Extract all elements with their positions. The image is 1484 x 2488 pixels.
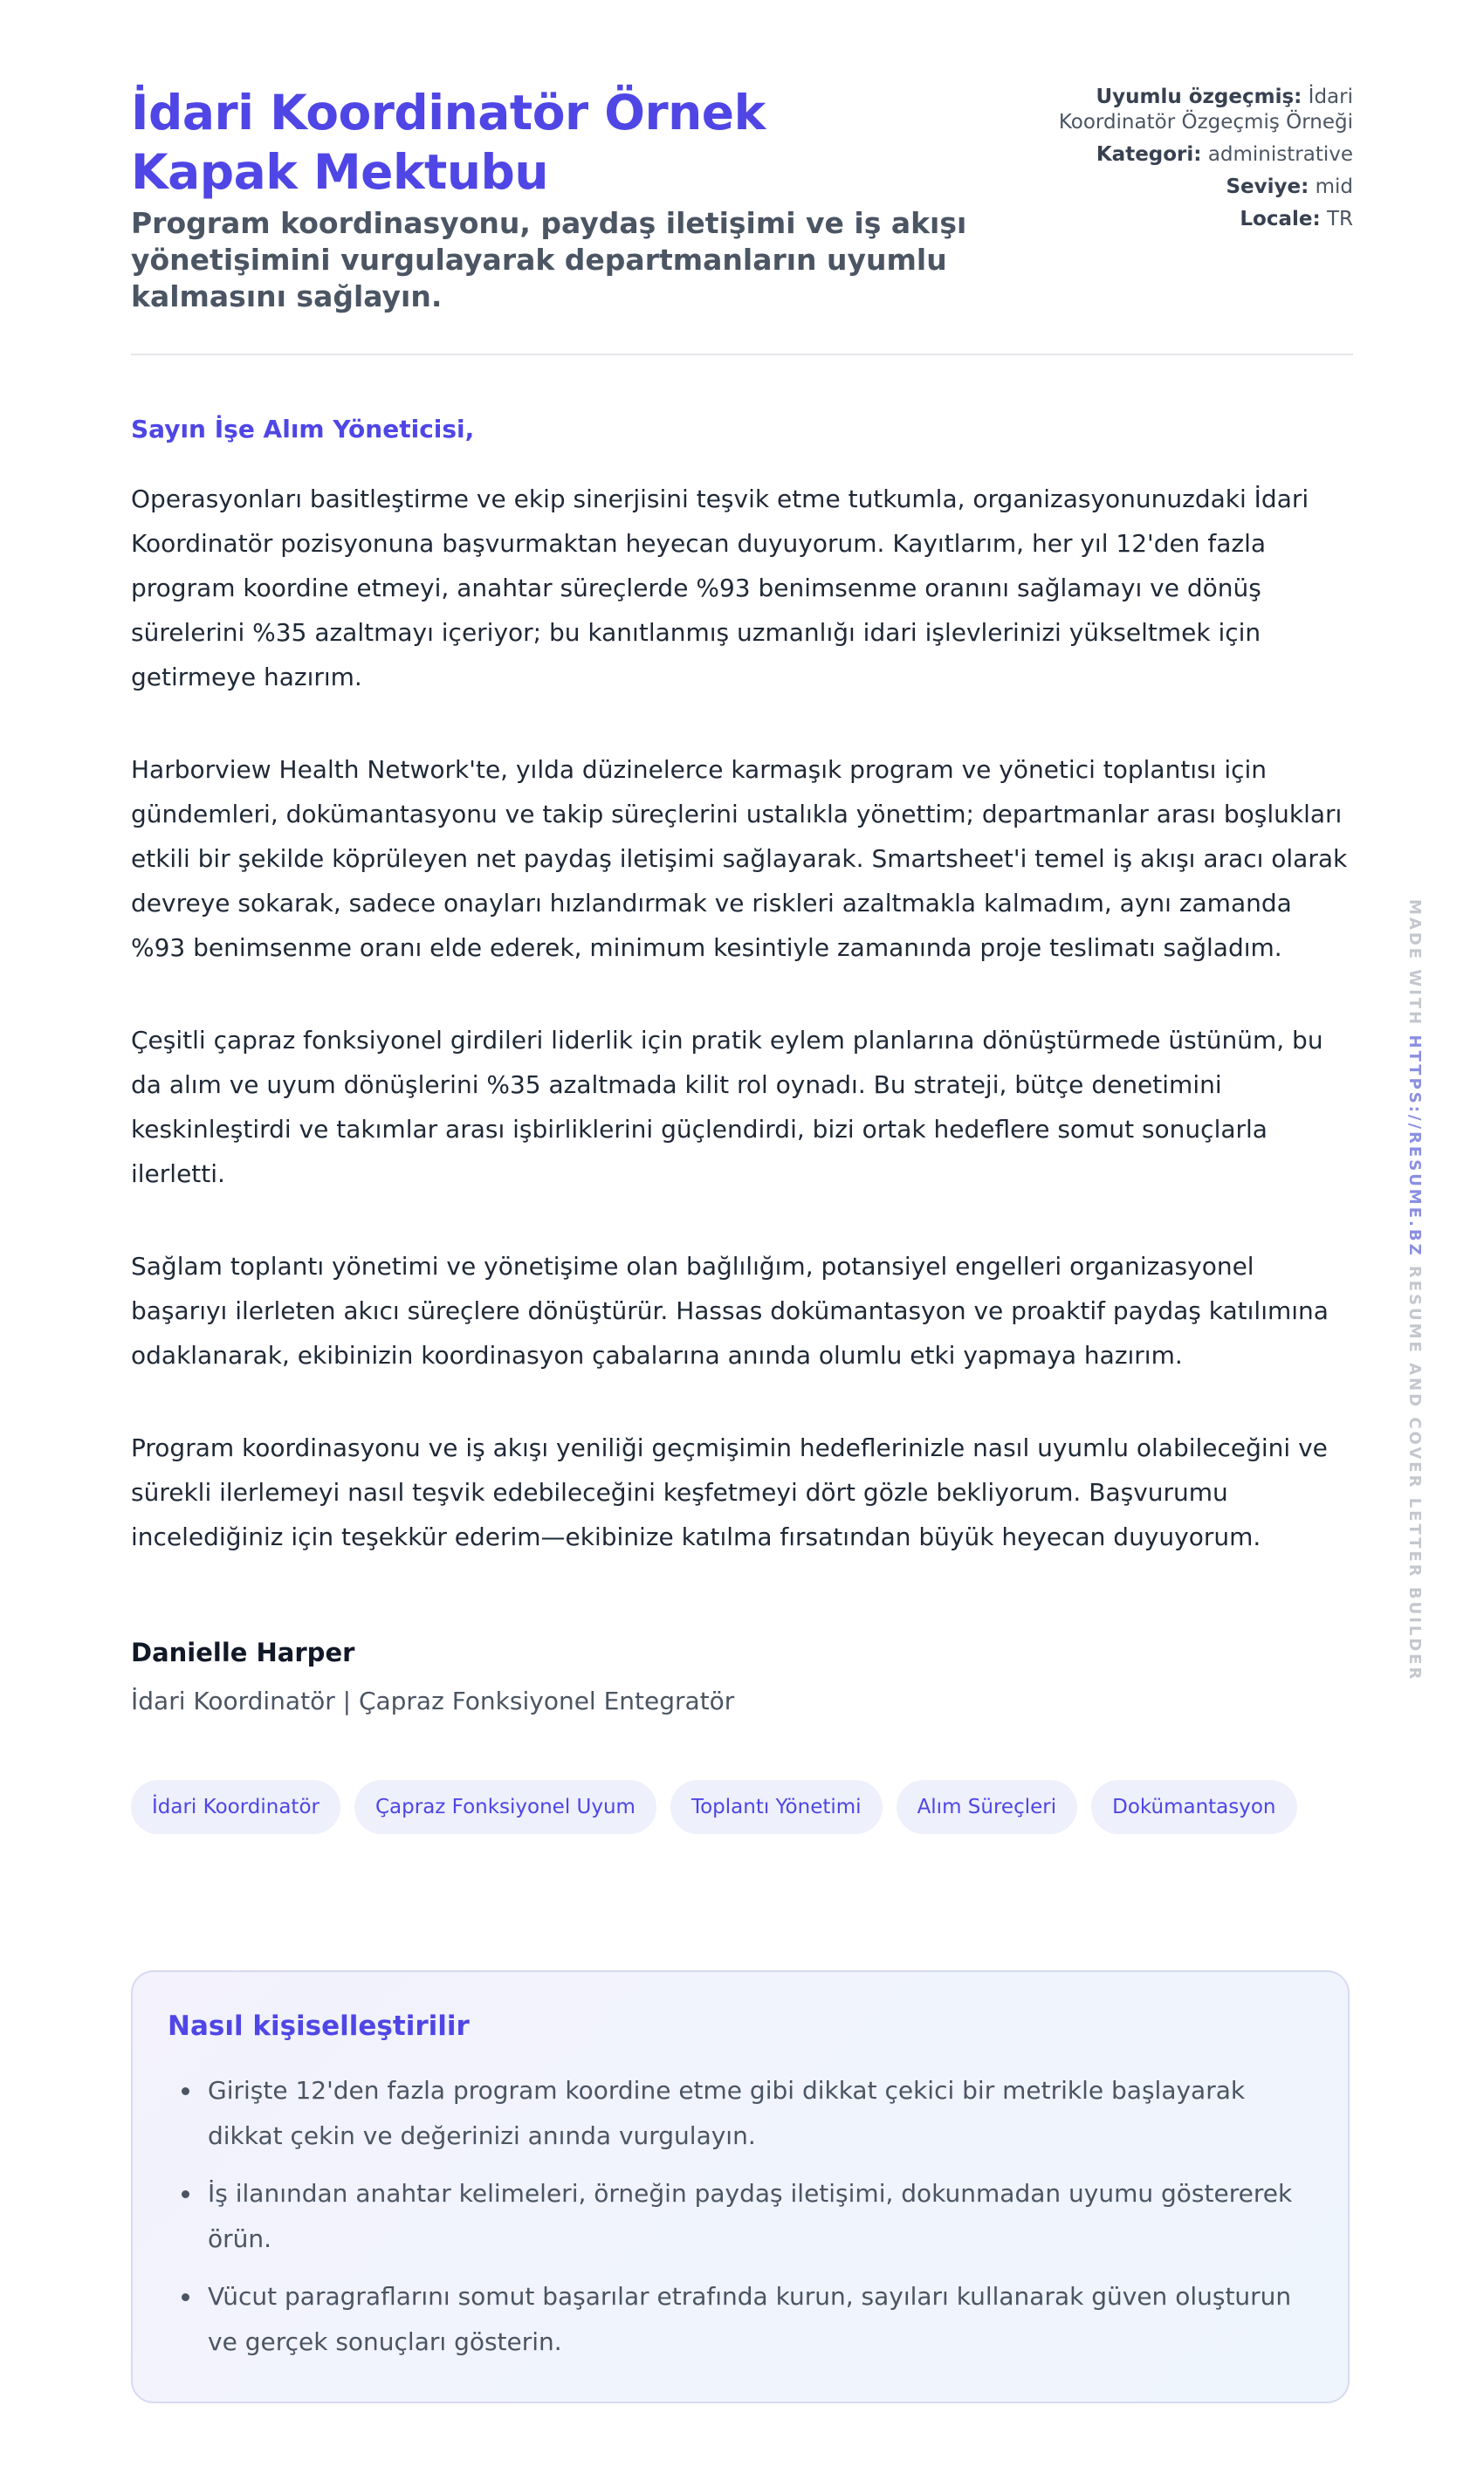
side-credit bbox=[1405, 899, 1424, 1681]
signature-block bbox=[131, 1638, 1353, 1715]
cover-letter-page bbox=[131, 0, 1353, 2356]
page-subtitle: Program koordinasyonu, paydaş iletişimi ve iş akışı yönetişimini vurgulayarak departmanların uyumlu kalmasını sağlayın. bbox=[131, 206, 967, 313]
tip-item: • İş ilanından anahtar kelimeleri, örneğin paydaş iletişimi, dokunmadan uyumu göstererek örün. bbox=[203, 2171, 1313, 2262]
meta-value: TR bbox=[1326, 208, 1353, 230]
meta-key: Uyumlu özgeçmiş: bbox=[1096, 86, 1302, 108]
meta-value: mid bbox=[1315, 175, 1353, 198]
meta-compatible-resume bbox=[1039, 85, 1353, 135]
tag-chip: Dokümantasyon bbox=[1091, 1780, 1296, 1834]
tag-chip: İdari Koordinatör bbox=[131, 1780, 340, 1834]
signature-role: İdari Koordinatör | Çapraz Fonksiyonel Entegratör bbox=[131, 1687, 735, 1715]
signature-name: Danielle Harper bbox=[131, 1638, 355, 1667]
header bbox=[131, 0, 1353, 355]
meta-key: Locale: bbox=[1240, 208, 1321, 230]
meta-key: Seviye: bbox=[1226, 175, 1309, 198]
page-title: İdari Koordinatör Örnek Kapak Mektubu bbox=[131, 85, 766, 200]
tag-list bbox=[131, 1780, 1353, 1834]
tag-chip: Alım Süreçleri bbox=[897, 1780, 1078, 1834]
meta-level bbox=[1039, 175, 1353, 200]
meta-key: Kategori: bbox=[1096, 143, 1202, 166]
tip-item: • Vücut paragraflarını somut başarılar etrafında kurun, sayıları kullanarak güven oluşturun ve gerçek sonuçları gösterin. bbox=[203, 2274, 1313, 2365]
credit-prefix: MADE WITH bbox=[1405, 899, 1424, 1028]
meta-value: İdari Koordinatör Özgeçmiş Örneği bbox=[1058, 86, 1353, 134]
meta-panel bbox=[1039, 85, 1353, 239]
letter-paragraph: Operasyonları basitleştirme ve ekip sinerjisini teşvik etme tutkumla, organizasyonunuzdaki İdari Koordinatör pozisyonuna başvurmaktan heyecan duyuyorum. Kayıtlarım, her yıl 12'den fazla program koordine etmeyi, anahtar süreçlerde %93 benimsenme oranını sağlamayı ve dönüş sürelerini %35 azaltmayı içeriyor; bu kanıtlanmış uzmanlığı idari işlevlerinizi yükseltmek için getirmeye hazırım. bbox=[131, 485, 1309, 691]
tip-item: • Girişte 12'den fazla program koordine etme gibi dikkat çekici bir metrikle başlayarak dikkat çekin ve değerinizi anında vurgulayın. bbox=[203, 2068, 1313, 2159]
letter-paragraph: Çeşitli çapraz fonksiyonel girdileri liderlik için pratik eylem planlarına dönüştürmede üstünüm, bu da alım ve uyum dönüşlerini %35 azaltmada kilit rol oynadı. Bu strateji, bütçe denetimini keskinleştirdi ve takımlar arası işbirliklerini güçlendirdi, bizi ortak hedeflere somut sonuçlarla ilerletti. bbox=[131, 1026, 1323, 1188]
tag-chip: Çapraz Fonksiyonel Uyum bbox=[354, 1780, 656, 1834]
credit-suffix: RESUME AND COVER LETTER BUILDER bbox=[1405, 1265, 1424, 1682]
letter-paragraph: Sağlam toplantı yönetimi ve yönetişime olan bağlılığım, potansiyel engelleri organizasyonel başarıyı ilerleten akıcı süreçlere dönüştürür. Hassas dokümantasyon ve proaktif paydaş katılımına odaklanarak, ekibinizin koordinasyon çabalarına anında olumlu etki yapmaya hazırım. bbox=[131, 1252, 1329, 1370]
credit-link[interactable]: HTTPS://RESUME.BZ bbox=[1405, 1034, 1424, 1258]
letter-paragraph: Program koordinasyonu ve iş akışı yeniliği geçmişimin hedeflerinizle nasıl uyumlu olabileceğini ve sürekli ilerlemeyi nasıl teşvik edebileceğini keşfetmeyi dört gözle bekliyorum. Başvurumu incelediğiniz için teşekkür ederim—ekibinize katılma fırsatından büyük heyecan duyuyorum. bbox=[131, 1433, 1328, 1551]
letter-paragraph: Harborview Health Network'te, yılda düzinelerce karmaşık program ve yönetici toplantısı için gündemleri, dokümantasyonu ve takip süreçlerini ustalıkla yönettim; departmanlar arası boşlukları etkili bir şekilde köprüleyen net paydaş iletişimi sağlayarak. Smartsheet'i temel iş akışı aracı olarak devreye sokarak, sadece onayları hızlandırmak ve riskleri azaltmakla kalmadım, aynı zamanda %93 benimsenme oranı elde ederek, minimum kesintiyle zamanında proje teslimatı sağladım. bbox=[131, 755, 1348, 962]
meta-value: administrative bbox=[1207, 143, 1353, 166]
tips-title: Nasıl kişiselleştirilir bbox=[168, 2010, 470, 2042]
letter-greeting: Sayın İşe Alım Yöneticisi, bbox=[131, 415, 475, 443]
meta-category bbox=[1039, 142, 1353, 168]
meta-locale bbox=[1039, 207, 1353, 232]
tips-list bbox=[168, 2068, 1313, 2365]
letter-body bbox=[131, 477, 1353, 1559]
tag-chip: Toplantı Yönetimi bbox=[670, 1780, 883, 1834]
personalization-tips-box bbox=[131, 1970, 1350, 2403]
